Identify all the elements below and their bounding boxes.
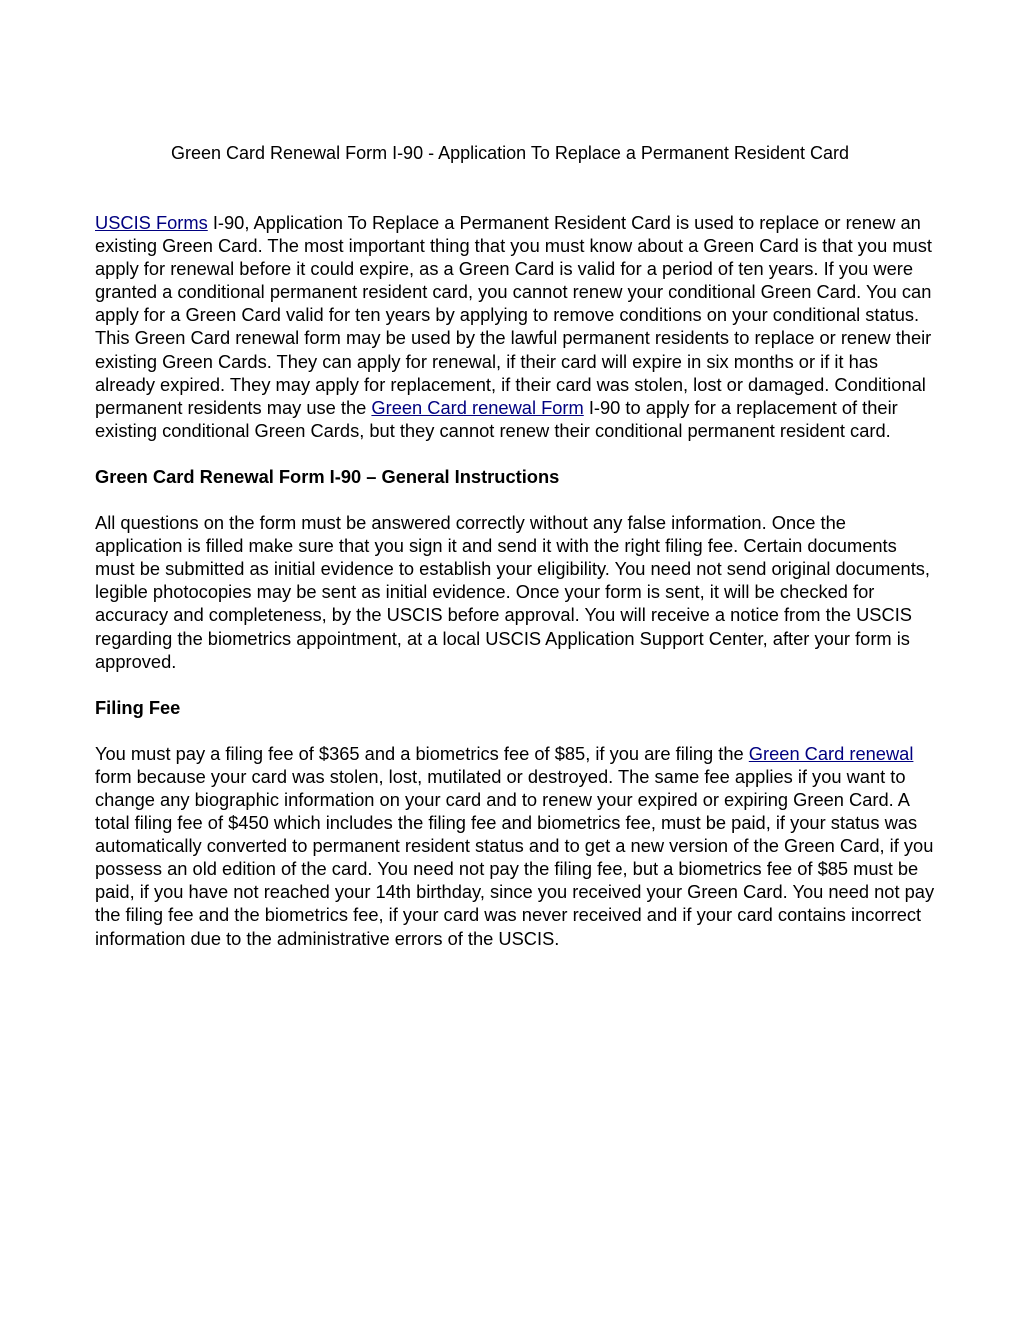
document-body [95,211,935,973]
green-card-renewal-link[interactable]: Green Card renewal [748,742,914,764]
intro-paragraph [95,211,935,442]
filing-fee-text-part2: form because your card was stolen, lost, mutilated or destroyed. The same fee applies if you want to change any biographic information on your card and to renew your expired or expiring Green Card. A total filing fee of $450 which includes the filing fee and biometrics fee, must be paid, if your status was automatically converted to permanent resident status and to get a new version of the Green Card, if you possess an old edition of the card. You need not pay the filing fee, but a biometrics fee of $85 must be paid, if you have not reached your 14th birthday, since you received your Green Card. You need not pay the filing fee and the biometrics fee, if your card was never received and if your card contains incorrect information due to the administrative errors of the USCIS. [95,765,935,949]
intro-text-part2: I-90 to apply for a replacement of their existing conditional Green Cards, but they cannot renew their conditional permanent resident card. [95,396,898,441]
filing-fee-paragraph [95,742,935,950]
filing-fee-text-part1: You must pay a filing fee of $365 and a biometrics fee of $85, if you are filing the [95,742,749,764]
green-card-renewal-form-link[interactable]: Green Card renewal Form [371,396,584,418]
filing-fee-heading: Filing Fee [95,696,181,718]
intro-text-part1: I-90, Application To Replace a Permanent Resident Card is used to replace or renew an existing Green Card. The most important thing that you must know about a Green Card is that you must apply for renewal before it could expire, as a Green Card is valid for a period of ten years. If you were granted a conditional permanent resident card, you cannot renew your conditional Green Card. You can apply for a Green Card valid for ten years by applying to remove conditions on your conditional status. This Green Card renewal form may be used by the lawful permanent residents to replace or renew their existing Green Cards. They can apply for renewal, if their card will expire in six months or if it has already expired. They may apply for replacement, if their card was stolen, lost or damaged. Conditional permanent residents may use the [95,212,932,418]
page-title: Green Card Renewal Form I-90 - Application To Replace a Permanent Resident Card [170,143,849,163]
uscis-forms-link[interactable]: USCIS Forms [95,212,208,233]
general-instructions-heading: Green Card Renewal Form I-90 – General Instructions [95,465,560,487]
general-instructions-paragraph: All questions on the form must be answered correctly without any false information. Once the application is filled make sure that you sign it and send it with the right filing fee. Certain documents must be submitted as initial evidence to establish your eligibility. You need not send original documents, legible photocopies may be sent as initial evidence. Once your form is sent, it will be checked for accuracy and completeness, by the USCIS before approval. You will receive a notice from the USCIS regarding the biometrics appointment, at a local USCIS Application Support Center, after your form is approved. [95,512,930,672]
